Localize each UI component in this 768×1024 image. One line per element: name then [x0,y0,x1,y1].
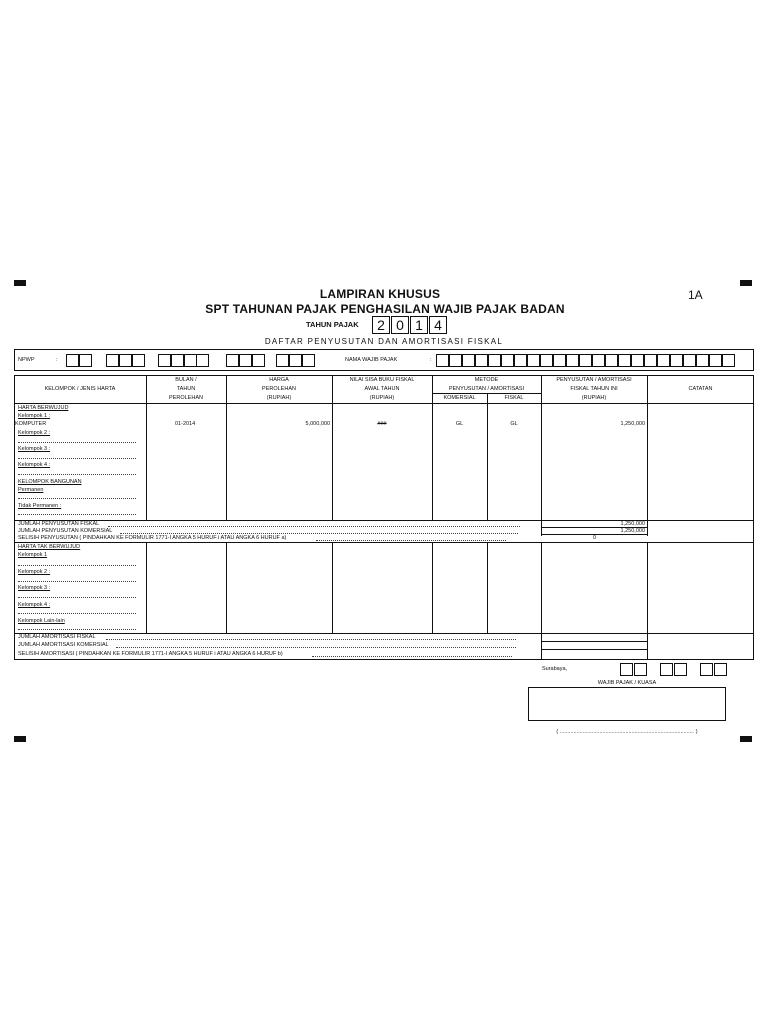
asset-date: 01-2014 [175,421,196,427]
date-year-box-1[interactable] [700,663,713,676]
asset-method-fiscal: GL [510,421,518,427]
char-box[interactable] [631,354,644,367]
tax-year-digit-4: 4 [429,316,447,334]
header-book-1: NILAI SISA BUKU FISKAL [349,377,415,383]
char-box[interactable] [670,354,683,367]
list-title: DAFTAR PENYUSUTAN DAN AMORTISASI FISKAL [264,337,504,346]
intangible-others: Kelompok Lain-lain [18,618,65,624]
dotline [18,514,136,515]
char-box[interactable] [618,354,631,367]
char-box[interactable] [488,354,501,367]
dotline [18,442,136,443]
header-method-commercial: KOMERSIAL [443,395,476,401]
intangible-group-3: Kelompok 3 : [18,585,51,591]
char-box[interactable] [475,354,488,367]
form-code: 1A [688,288,703,302]
char-box[interactable] [276,354,289,367]
char-box[interactable] [252,354,265,367]
tangible-group-3: Kelompok 3 : [18,446,51,452]
depr-difference-label: SELISIH PENYUSUTAN ( PINDAHKAN KE FORMULIR 1771-I ANGKA 5 HURUF i ATAU ANGKA 6 HURUF a) [18,535,287,541]
dotline [18,565,136,566]
char-box[interactable] [683,354,696,367]
asset-price: 5,000,000 [305,421,330,427]
intangible-group-4: Kelompok 4 : [18,602,51,608]
char-box[interactable] [158,354,171,367]
char-box[interactable] [566,354,579,367]
dotline [116,647,516,648]
col-sep-7 [647,375,648,536]
header-book-2: AWAL TAHUN [364,386,400,392]
col-sep-4b [432,543,433,633]
tax-year-digit-3: 1 [410,316,428,334]
char-box[interactable] [696,354,709,367]
header-month-2: TAHUN [176,386,196,392]
intangible-group-1: Kelompok 1 [18,552,48,558]
signature-box[interactable] [528,687,726,721]
char-box[interactable] [605,354,618,367]
date-month-box-2[interactable] [674,663,687,676]
building-heading: KELOMPOK BANGUNAN [18,479,82,485]
header-method: METODE [474,377,499,383]
method-sub-rule [432,393,541,394]
col-sep-5b [487,543,488,633]
registration-mark-bottom-left [14,736,26,742]
col-sep-7b [647,543,648,660]
registration-mark-bottom-right [740,736,752,742]
char-box[interactable] [79,354,92,367]
dotline [106,639,516,640]
header-method-sub: PENYUSUTAN / AMORTISASI [448,386,525,392]
char-box[interactable] [226,354,239,367]
char-box[interactable] [196,354,209,367]
char-box[interactable] [119,354,132,367]
total-depr-fiscal-value: 1,250,000 [620,521,645,527]
section-rule [14,542,754,543]
char-box[interactable] [132,354,145,367]
char-box[interactable] [462,354,475,367]
char-box[interactable] [501,354,514,367]
date-year-box-2[interactable] [714,663,727,676]
building-non-permanent: Tidak Permanen : [18,503,62,509]
col-sep-5 [487,393,488,520]
char-box[interactable] [644,354,657,367]
dotline [18,498,136,499]
header-month-1: BULAN / [175,377,197,383]
char-box[interactable] [527,354,540,367]
amort-totals-rule [14,633,754,634]
char-box[interactable] [449,354,462,367]
asset-name: KOMPUTER [15,421,47,427]
taxpayer-name-label: NAMA WAJIB PAJAK [345,357,398,363]
header-rule [14,403,754,404]
char-box[interactable] [592,354,605,367]
header-group-type: KELOMPOK / JENIS HARTA [44,386,116,392]
date-day-box-1[interactable] [620,663,633,676]
char-box[interactable] [239,354,252,367]
char-box[interactable] [553,354,566,367]
signer-name-line: ( ........................................................................................ ) [556,729,698,735]
dotline [18,613,136,614]
tax-year-label: TAHUN PAJAK [306,320,359,329]
depr-difference-value: 0 [592,535,596,541]
dotline [18,458,136,459]
rule [541,649,647,650]
tangible-group-1: Kelompok 1 : [18,413,51,419]
header-depr-2: FISKAL TAHUN INI [570,386,618,392]
total-depr-commercial-value: 1,250,000 [620,528,645,534]
amort-difference-label: SELISIH AMORTISASI ( PINDAHKAN KE FORMULIR 1771-I ANGKA 5 HURUF i ATAU ANGKA 6 HURUF b) [18,651,283,657]
header-price-3: (RUPIAH) [266,395,292,401]
char-box[interactable] [722,354,735,367]
asset-book-value: ### [377,421,387,427]
col-sep-3b [332,543,333,633]
col-sep-2b [226,543,227,633]
char-box[interactable] [657,354,670,367]
total-amort-fiscal-label: JUMLAH AMORTISASI FISKAL [18,634,96,640]
asset-table [14,375,754,660]
tangible-heading: HARTA BERWUJUD [18,405,69,411]
col-sep-1b [146,543,147,633]
tangible-group-4: Kelompok 4 : [18,462,51,468]
col-sep-6b [541,543,542,660]
header-month-3: PEROLEHAN [169,395,203,401]
npwp-colon: : [56,357,58,363]
dotline [120,533,518,534]
header-price-2: PEROLEHAN [262,386,296,392]
total-depr-commercial-label: JUMLAH PENYUSUTAN KOMERSIAL [18,528,113,534]
tangible-group-2: Kelompok 2 : [18,430,51,436]
intangible-group-2: Kelompok 2 : [18,569,51,575]
signer-label: WAJIB PAJAK / KUASA [597,680,657,686]
asset-method-commercial: GL [455,421,464,427]
taxpayer-name-colon: : [430,357,432,363]
form-title: LAMPIRAN KHUSUS [319,287,441,301]
header-notes: CATATAN [688,386,713,392]
dotline [316,540,506,541]
char-box[interactable] [709,354,722,367]
char-box[interactable] [289,354,302,367]
char-box[interactable] [106,354,119,367]
date-day-box-2[interactable] [634,663,647,676]
tax-year-digit-1: 2 [372,316,390,334]
form-subtitle-spt: SPT TAHUNAN PAJAK PENGHASILAN WAJIB PAJAK BADAN [205,302,565,316]
total-depr-fiscal-label: JUMLAH PENYUSUTAN FISKAL [18,521,100,527]
npwp-label: NPWP [18,357,35,363]
date-month-box-1[interactable] [660,663,673,676]
char-box[interactable] [302,354,315,367]
header-method-fiscal: FISKAL [504,395,524,401]
char-box[interactable] [436,354,449,367]
building-permanent: Permanen [18,487,44,493]
header-depr-1: PENYUSUTAN / AMORTISASI [556,377,632,383]
char-box[interactable] [579,354,592,367]
char-box[interactable] [171,354,184,367]
asset-depreciation: 1,250,000 [620,421,645,427]
total-amort-commercial-label: JUMLAH AMORTISASI KOMERSIAL [18,642,109,648]
registration-mark-top-right [740,280,752,286]
header-depr-3: (RUPIAH) [581,395,607,401]
char-box[interactable] [66,354,79,367]
char-box[interactable] [514,354,527,367]
rule [541,641,647,642]
char-box[interactable] [540,354,553,367]
dotline [108,526,520,527]
intangible-heading: HARTA TAK BERWUJUD [18,544,81,550]
dotline [18,629,136,630]
tax-year-digit-2: 0 [391,316,409,334]
header-book-3: (RUPIAH) [369,395,395,401]
header-price-1: HARGA [269,377,289,383]
dotline [18,597,136,598]
signature-place-label: Surabaya, [542,666,568,672]
dotline [18,581,136,582]
registration-mark-top-left [14,280,26,286]
dotline [18,474,136,475]
dotline [312,656,512,657]
